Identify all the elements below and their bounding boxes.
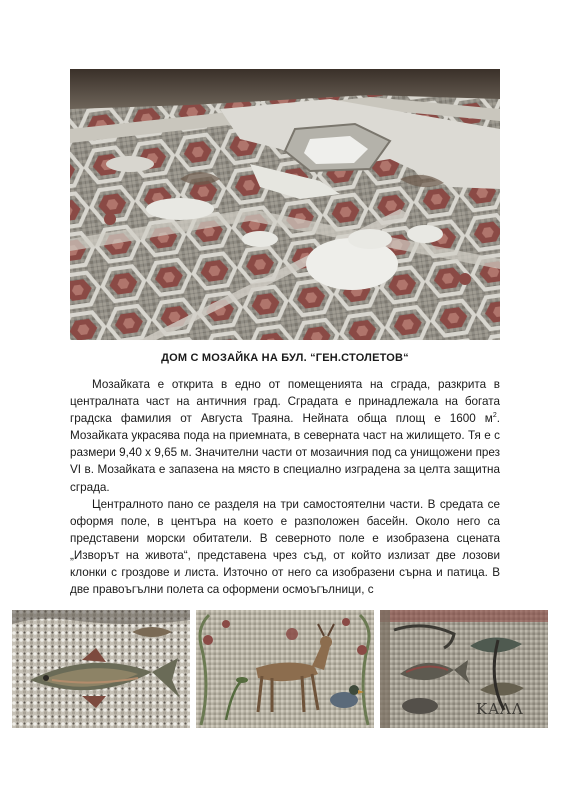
sea-creatures-mosaic-photo (380, 610, 548, 728)
paragraph-2: Централното пано се разделя на три самостоятелни части. В средата се оформя поле, в центъра на което е разположен басейн. Около него са представени морски обитатели. В северното поле е изобразена сцената „Изворът на живота“, представена чрез съд, от който излизат две лозови клонки с гроздове и листа. Източно от него са изобразени сърна и патица. В две правоъгълни полета са оформени осмоъгълници, с (70, 497, 500, 597)
article-heading: ДОМ С МОЗАЙКА НА БУЛ. “ГЕН.СТОЛЕТОВ“ (161, 352, 409, 364)
article-body (70, 376, 500, 598)
mosaic-floor-photo (70, 69, 500, 340)
deer-mosaic-photo (196, 610, 374, 728)
paragraph-1: Мозайката е открита в едно от помещенията на сграда, разкрита в централната част на античния град. Сградата е принадлежала на богата градска фамилия от Августа Траяна. Нейната обща площ е 1600 $м^2$. Мозайката украсява пода на приемната, в северната част на жилището. Тя е с размери 9,40 х 9,65 м. Значителни части от мозаичния под са унищожени през VI в. Мозайката е запазена на място в специално изградена за целта защитна сграда. (70, 378, 500, 494)
mosaic-inscription: ΚΑΛΛ (476, 700, 524, 718)
fish-mosaic-photo (12, 610, 190, 728)
